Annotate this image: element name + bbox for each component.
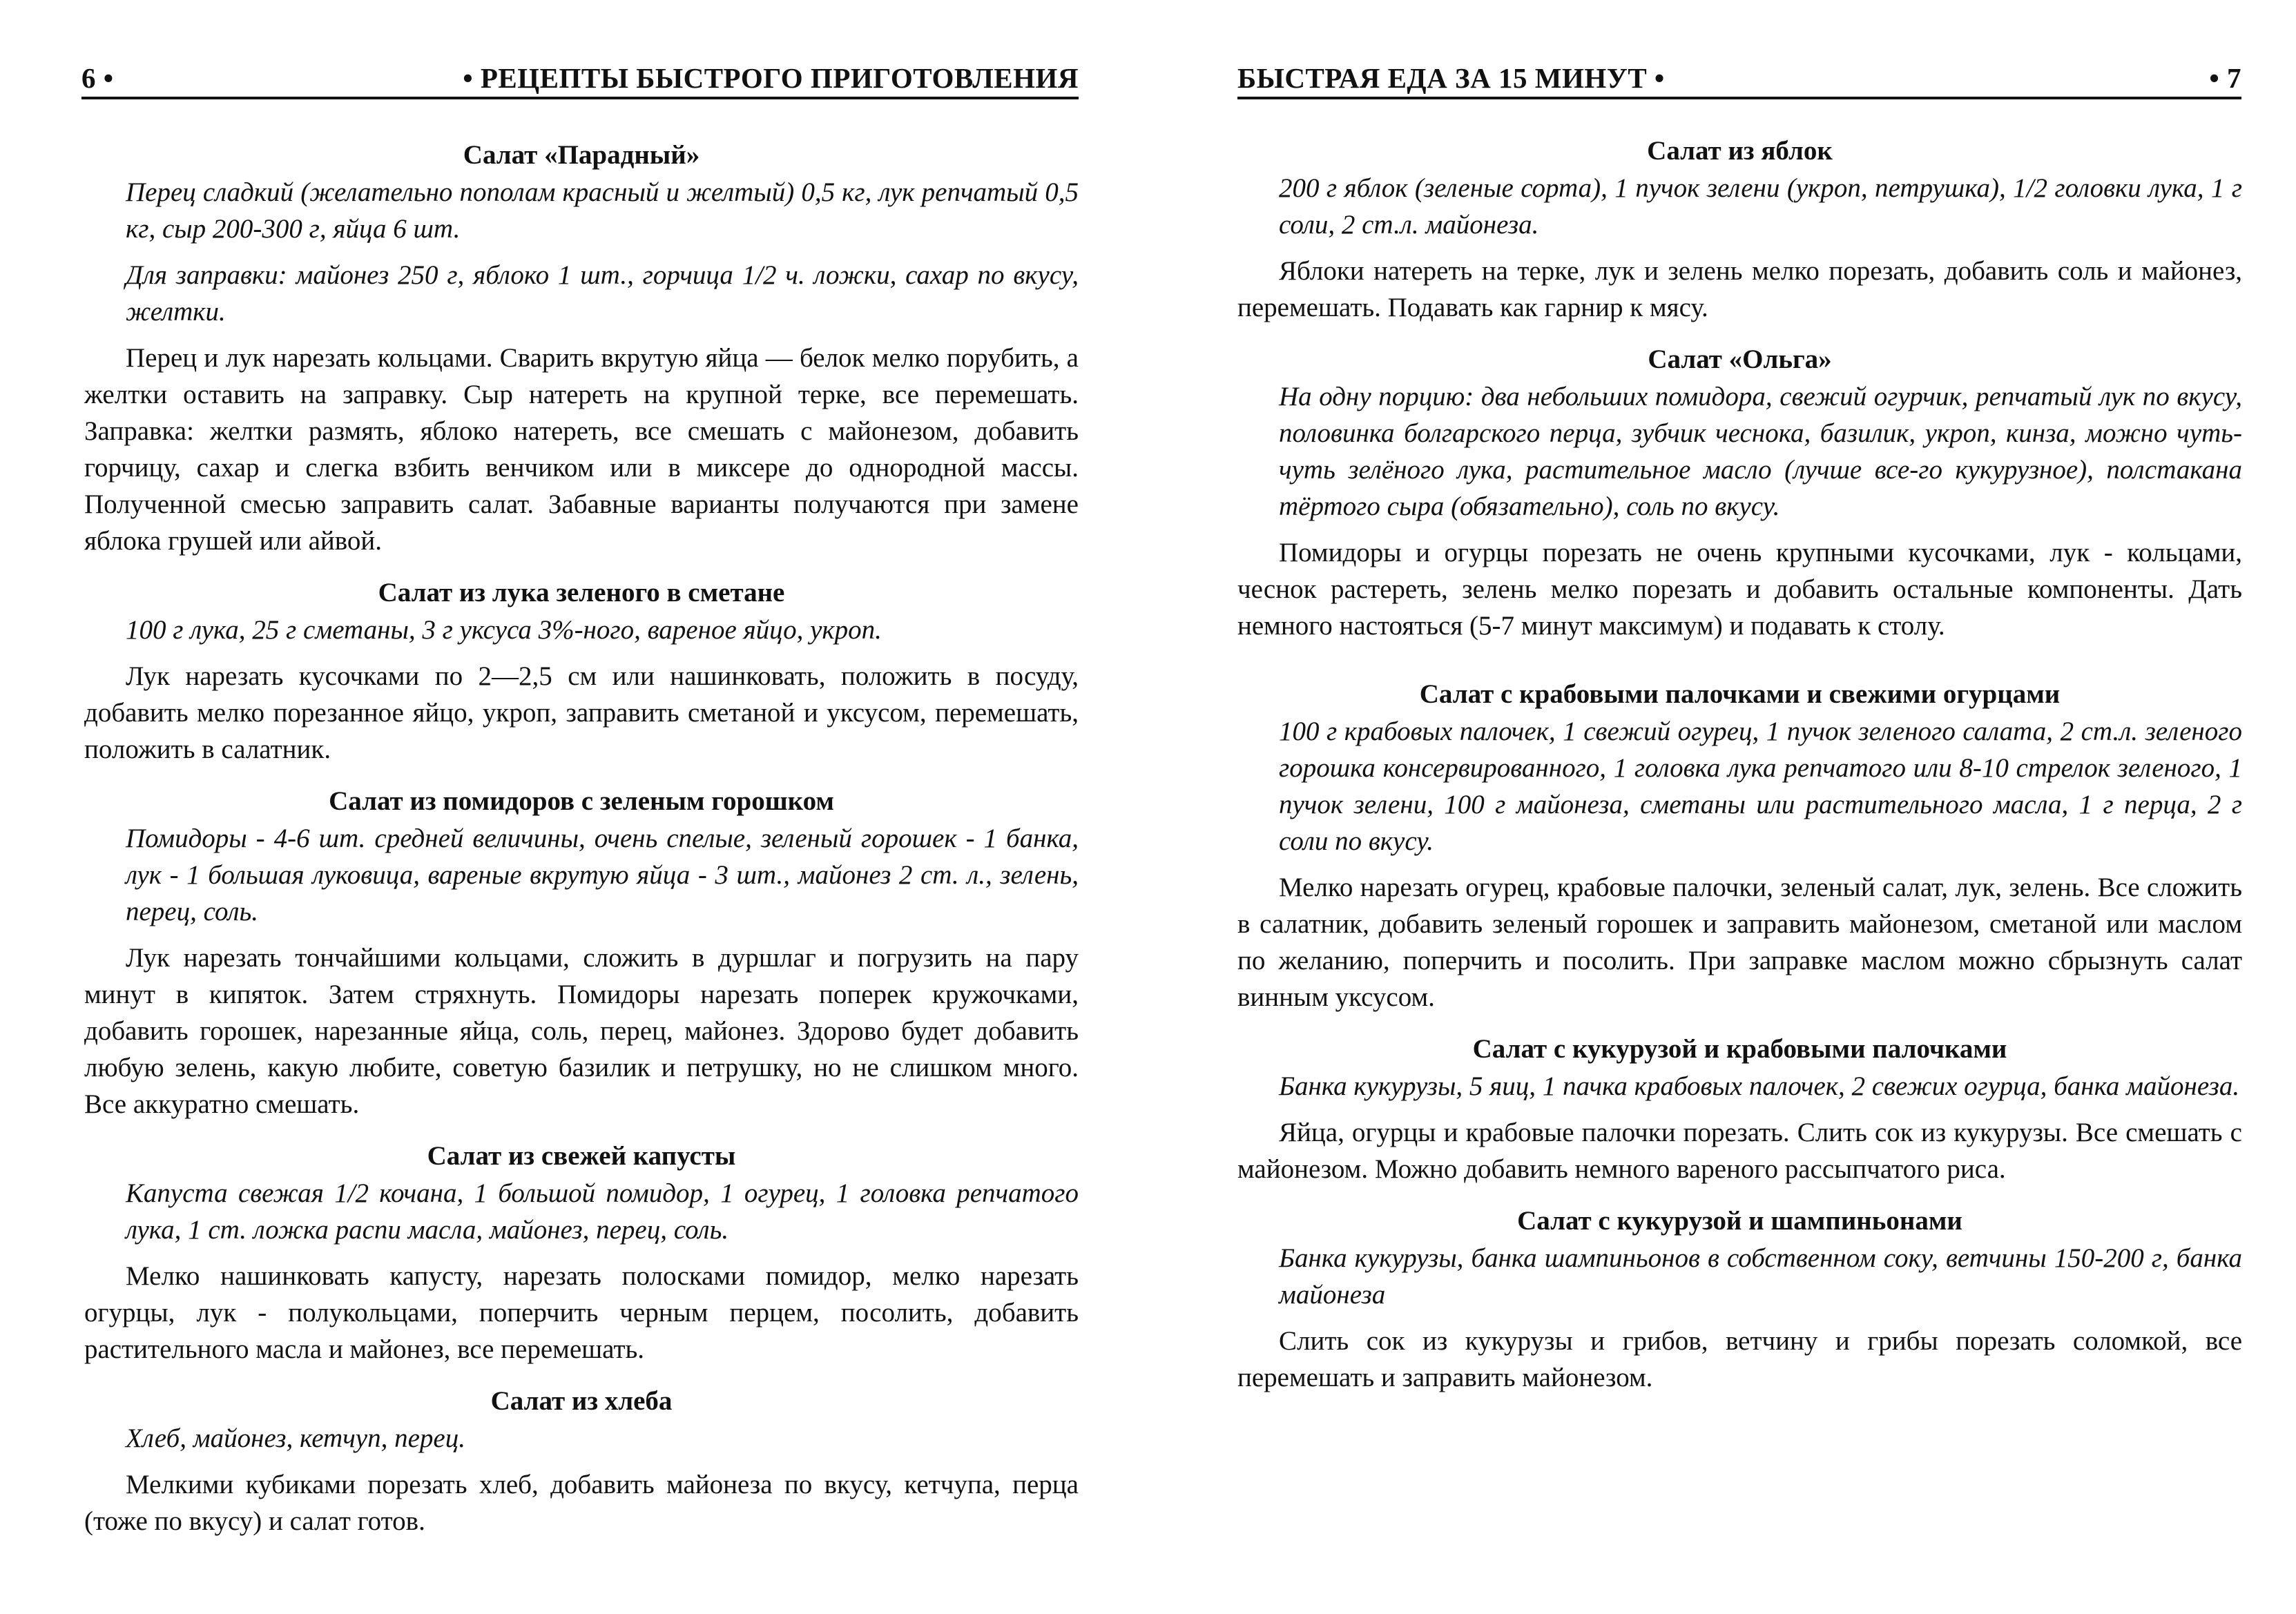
right-page — [1148, 0, 2296, 1614]
recipe-ingredients: Банка кукурузы, банка шампиньонов в собственном соку, ветчины 150-200 г, банка майонеза — [1279, 1243, 2242, 1310]
recipe-ingredients: 100 г лука, 25 г сметаны, 3 г уксуса 3%-ного, вареное яйцо, укроп. — [126, 615, 882, 645]
recipe-method: Лук нарезать тончайшими кольцами, сложить в дуршлаг и погрузить на пару минут в кипяток. Затем стряхнуть. Помидоры нарезать поперек кружочками, добавить горошек, нарезанные яйца, соль, перец, майонез. Здорово будет добавить любую зелень, какую любите, советую базилик и петрушку, но не слишком много. Все аккуратно смешать. — [84, 943, 1079, 1119]
recipe-method: Слить сок из кукурузы и грибов, ветчину и грибы порезать соломкой, все перемешать и заправить майонезом. — [1237, 1326, 2242, 1392]
recipe-ingredients: Перец сладкий (желательно пополам красный и желтый) 0,5 кг, лук репчатый 0,5 кг, сыр 200-300 г, яйца 6 шт. — [126, 177, 1079, 244]
recipe-method: Яблоки натереть на терке, лук и зелень мелко порезать, добавить соль и майонез, перемешать. Подавать как гарнир к мясу. — [1237, 256, 2242, 322]
recipe-method: Мелко нашинковать капусту, нарезать полосками помидор, мелко нарезать огурцы, лук - полукольцами, поперчить черным перцем, посолить, добавить растительного масла и майонез, все перемешать. — [84, 1261, 1079, 1364]
left-running-title: • РЕЦЕПТЫ БЫСТРОГО ПРИГОТОВЛЕНИЯ — [463, 62, 1079, 94]
recipe-method: Помидоры и огурцы порезать не очень крупными кусочками, лук - кольцами, чеснок растереть, зелень мелко порезать и добавить остальные компоненты. Дать немного настояться (5-7 минут максимум) и подавать к столу. — [1237, 538, 2242, 641]
right-page-content — [1237, 133, 2242, 1396]
recipe-title: Салат с крабовыми палочками и свежими огурцами — [1419, 679, 2061, 709]
recipe-method: Лук нарезать кусочками по 2—2,5 см или нашинковать, положить в посуду, добавить мелко порезанное яйцо, укроп, заправить сметаной и уксусом, перемешать, положить в салатник. — [84, 661, 1079, 764]
recipe-title: Салат из яблок — [1647, 136, 1833, 166]
right-page-header — [1237, 61, 2241, 99]
recipe-title: Салат из хлеба — [490, 1386, 673, 1416]
recipe-ingredients: Хлеб, майонез, кетчуп, перец. — [126, 1423, 465, 1453]
recipe-title: Салат с кукурузой и крабовыми палочками — [1472, 1034, 2007, 1064]
recipe-dressing: Для заправки: майонез 250 г, яблоко 1 шт., горчица 1/2 ч. ложки, сахар по вкусу, желтки. — [126, 260, 1079, 327]
recipe-ingredients: 100 г крабовых палочек, 1 свежий огурец, 1 пучок зеленого салата, 2 ст.л. зеленого горошка консервированного, 1 головка лука репчатого или 8-10 стрелок зеленого, 1 пучок зелени, 100 г майонеза, сметаны или растительного масла, 1 г перца, 2 г соли по вкусу. — [1279, 717, 2242, 856]
recipe-title: Салат с кукурузой и шампиньонами — [1517, 1206, 1962, 1236]
recipe-method: Мелко нарезать огурец, крабовые палочки, зеленый салат, лук, зелень. Все сложить в салатник, добавить зеленый горошек и заправить майонезом, сметаной или маслом по желанию, поперчить и посолить. При заправке маслом можно сбрызнуть салат винным уксусом. — [1237, 873, 2242, 1012]
recipe-title: Салат «Парадный» — [463, 140, 700, 170]
left-page-header — [81, 61, 1079, 99]
left-page-number: 6 • — [81, 62, 114, 94]
recipe-ingredients: Помидоры - 4-6 шт. средней величины, очень спелые, зеленый горошек - 1 банка, лук - 1 большая луковица, вареные вкрутую яйца - 3 шт., майонез 2 ст. л., зелень, перец, соль. — [126, 824, 1079, 926]
recipe-title: Салат из помидоров с зеленым горошком — [329, 786, 834, 816]
recipe-title: Салат «Ольга» — [1648, 344, 1832, 374]
recipe-method: Яйца, огурцы и крабовые палочки порезать. Слить сок из кукурузы. Все смешать с майонезом. Можно добавить немного вареного рассыпчатого риса. — [1237, 1118, 2242, 1184]
recipe-ingredients: 200 г яблок (зеленые сорта), 1 пучок зелени (укроп, петрушка), 1/2 головки лука, 1 г соли, 2 ст.л. майонеза. — [1279, 173, 2242, 240]
recipe-ingredients: На одну порцию: два небольших помидора, свежий огурчик, репчатый лук по вкусу, половинка болгарского перца, зубчик чеснока, базилик, укроп, кинза, можно чуть-чуть зелёного лука, растительное масло (лучше все-го кукурузное), полстакана тёртого сыра (обязательно), соль по вкусу. — [1279, 382, 2242, 521]
right-running-title: БЫСТРАЯ ЕДА ЗА 15 МИНУТ • — [1237, 62, 1665, 94]
recipe-ingredients: Капуста свежая 1/2 кочана, 1 большой помидор, 1 огурец, 1 головка репчатого лука, 1 ст. ложка распи масла, майонез, перец, соль. — [126, 1178, 1079, 1245]
recipe-ingredients: Банка кукурузы, 5 яиц, 1 пачка крабовых палочек, 2 свежих огурца, банка майонеза. — [1279, 1071, 2240, 1101]
recipe-title: Салат из свежей капусты — [427, 1141, 736, 1171]
left-page-content — [84, 137, 1079, 1539]
recipe-method: Перец и лук нарезать кольцами. Сварить вкрутую яйца — белок мелко порубить, а желтки оставить на заправку. Сыр натереть на крупной терке, все перемешать. Заправка: желтки размять, яблоко натереть, все смешать с майонезом, добавить горчицу, сахар и слегка взбить венчиком или в миксере до однородной массы. Полученной смесью заправить салат. Забавные варианты получаются при замене яблока грушей или айвой. — [84, 343, 1079, 556]
right-page-number: • 7 — [2209, 62, 2241, 94]
recipe-title: Салат из лука зеленого в сметане — [378, 578, 785, 607]
recipe-method: Мелкими кубиками порезать хлеб, добавить майонеза по вкусу, кетчупа, перца (тоже по вкусу) и салат готов. — [84, 1470, 1079, 1536]
